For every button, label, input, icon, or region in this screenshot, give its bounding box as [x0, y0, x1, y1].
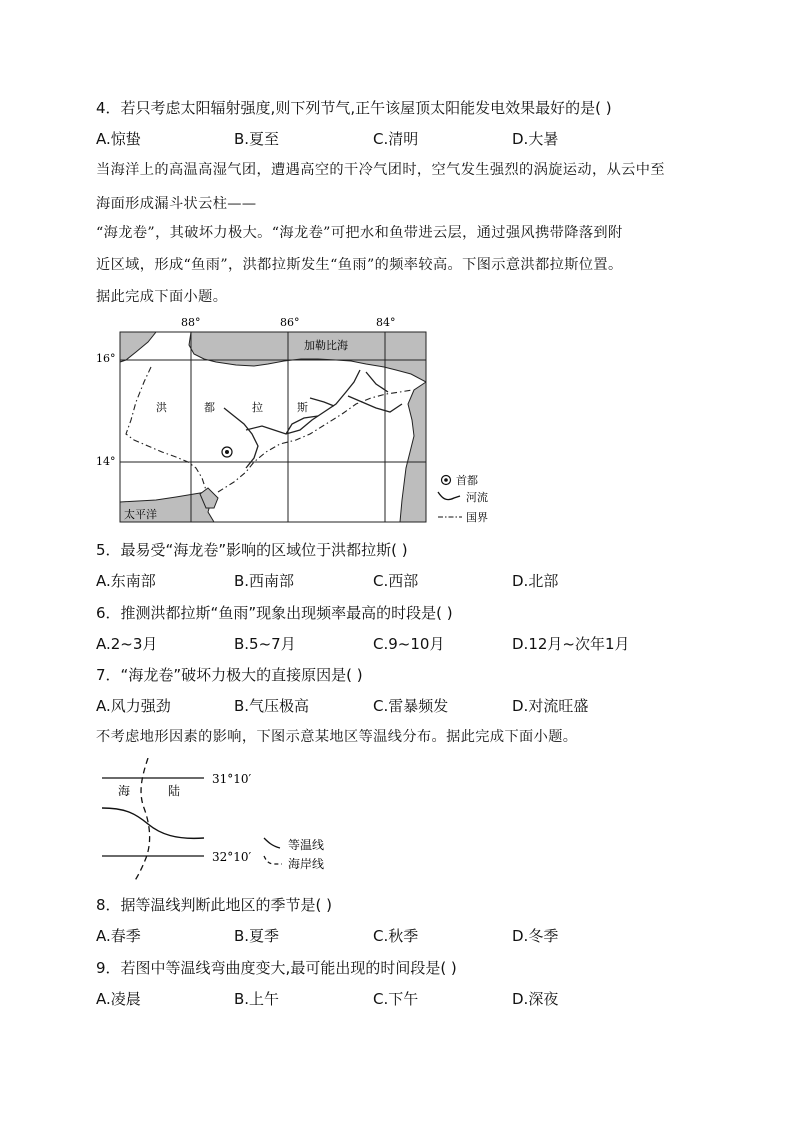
option-b: B.夏至 — [234, 130, 280, 148]
option-b: B.5~7月 — [234, 635, 296, 653]
country-char-1: 洪 — [156, 401, 167, 414]
option-a: A.东南部 — [96, 572, 156, 590]
map-legend — [438, 473, 488, 524]
option-d: D.大暑 — [512, 130, 559, 148]
question-9-options — [96, 988, 716, 1009]
option-c: C.秋季 — [373, 927, 419, 945]
lat-label-16: 16° — [96, 352, 116, 365]
option-c: C.雷暴频发 — [373, 697, 449, 715]
option-a: A.惊蛰 — [96, 130, 141, 148]
question-7-options — [96, 695, 716, 716]
question-6-stem: 6．推测洪都拉斯“鱼雨”现象出现频率最高的时段是( ) — [96, 604, 453, 622]
question-8-options — [96, 925, 716, 946]
question-8-stem: 8．据等温线判断此地区的季节是( ) — [96, 896, 333, 914]
passage-2-line-1: 不考虑地形因素的影响，下图示意某地区等温线分布。据此完成下面小题。 — [96, 729, 578, 745]
legend-isotherm-label: 等温线 — [288, 838, 325, 852]
sea-label: 海 — [118, 784, 131, 798]
legend-capital-label: 首都 — [456, 474, 478, 487]
option-d: D.冬季 — [512, 927, 559, 945]
pacific-ocean-label: 太平洋 — [124, 508, 157, 521]
legend-border-label: 国界 — [466, 511, 488, 524]
passage-1-line-2: 海面形成漏斗状云柱—— — [96, 196, 257, 212]
option-d: D.北部 — [512, 572, 559, 590]
passage-1-line-4: 近区域，形成“鱼雨”，洪都拉斯发生“鱼雨”的频率较高。下图示意洪都拉斯位置。 — [96, 257, 623, 273]
option-a: A.春季 — [96, 927, 141, 945]
option-a: A.风力强劲 — [96, 697, 171, 715]
option-c: C.西部 — [373, 572, 419, 590]
lon-label-84: 84° — [376, 316, 396, 329]
isotherm — [102, 808, 204, 838]
question-5-options — [96, 570, 716, 591]
passage-1-line-3: “海龙卷”，其破坏力极大。“海龙卷”可把水和鱼带进云层，通过强风携带降落到附 — [96, 225, 623, 241]
passage-1-line-1: 当海洋上的高温高湿气团，遭遇高空的干冷气团时，空气发生强烈的涡旋运动，从云中至 — [96, 162, 665, 178]
question-7-stem: 7．“海龙卷”破坏力极大的直接原因是( ) — [96, 666, 363, 684]
legend-river-label: 河流 — [466, 491, 488, 504]
option-c: C.9~10月 — [373, 635, 445, 653]
option-a: A.凌晨 — [96, 990, 141, 1008]
option-b: B.上午 — [234, 990, 280, 1008]
lat-bottom-label: 32°10′ — [212, 850, 252, 864]
option-a: A.2~3月 — [96, 635, 158, 653]
honduras-map — [96, 312, 516, 528]
option-d: D.对流旺盛 — [512, 697, 589, 715]
caribbean-sea-label: 加勒比海 — [304, 339, 348, 352]
question-4-options — [96, 128, 716, 149]
lat-label-14: 14° — [96, 455, 116, 468]
question-4-stem: 4．若只考虑太阳辐射强度,则下列节气,正午该屋顶太阳能发电效果最好的是( ) — [96, 99, 612, 117]
option-c: C.下午 — [373, 990, 419, 1008]
question-5-stem: 5．最易受“海龙卷”影响的区域位于洪都拉斯( ) — [96, 541, 408, 559]
lon-label-88: 88° — [181, 316, 201, 329]
option-d: D.深夜 — [512, 990, 559, 1008]
option-c: C.清明 — [373, 130, 419, 148]
question-9-stem: 9．若图中等温线弯曲度变大,最可能出现的时间段是( ) — [96, 959, 457, 977]
isotherm-diagram — [96, 758, 356, 882]
option-d: D.12月~次年1月 — [512, 635, 630, 653]
country-char-2: 都 — [204, 401, 215, 414]
legend-coast-label: 海岸线 — [288, 857, 325, 871]
option-b: B.夏季 — [234, 927, 280, 945]
lon-label-86: 86° — [280, 316, 300, 329]
passage-1-line-5: 据此完成下面小题。 — [96, 289, 228, 305]
option-b: B.西南部 — [234, 572, 295, 590]
country-char-3: 拉 — [252, 401, 263, 414]
option-b: B.气压极高 — [234, 697, 310, 715]
question-6-options — [96, 633, 716, 654]
country-char-4: 斯 — [297, 401, 308, 414]
land-label: 陆 — [168, 784, 181, 798]
lat-top-label: 31°10′ — [212, 772, 252, 786]
